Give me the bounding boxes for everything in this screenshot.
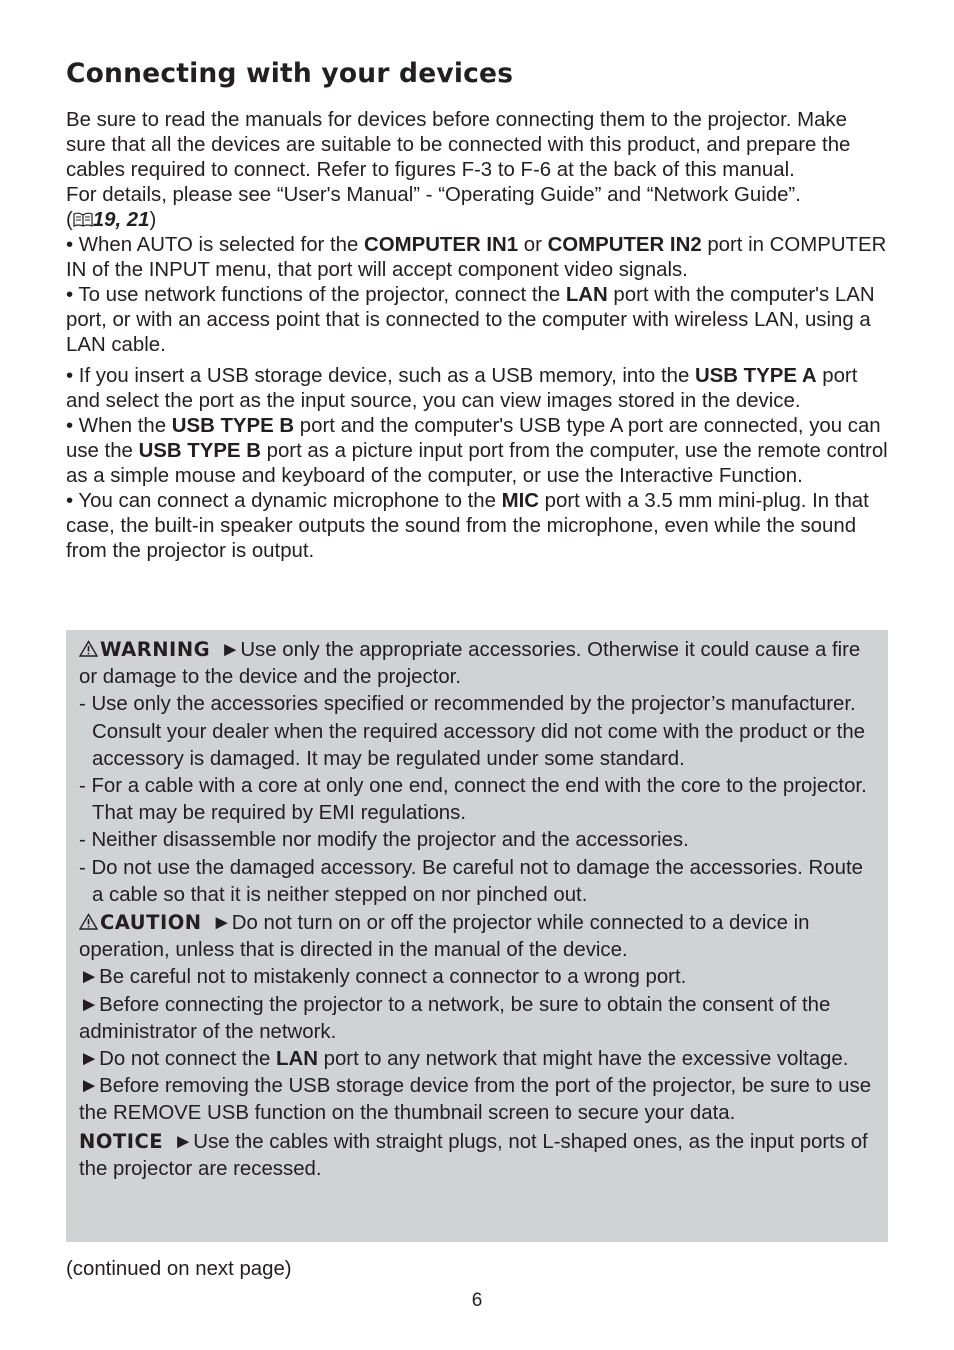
safety-box	[66, 630, 888, 1242]
notice-paragraph: NOTICE ►Use the cables with straight plugs, not L-shaped ones, as the input ports of the projector are recessed.	[79, 1129, 868, 1180]
warning-label: WARNING	[100, 638, 211, 661]
continued-note: (continued on next page)	[66, 1258, 292, 1280]
bullet-computer-in: • When AUTO is selected for the COMPUTER IN1 or COMPUTER IN2 port in COMPUTER IN of the INPUT menu, that port will accept component video signals.	[66, 234, 887, 281]
page-title: Connecting with your devices	[66, 58, 514, 89]
caution-item: ►Before connecting the projector to a network, be sure to obtain the consent of the administrator of the network.	[79, 993, 831, 1043]
intro-section	[66, 108, 890, 564]
page-number: 6	[471, 1290, 483, 1311]
bullet-usb-type-a: • If you insert a USB storage device, such as a USB memory, into the USB TYPE A port and select the port as the input source, you can view images stored in the device.	[66, 365, 858, 412]
caution-item-usb: ►Before removing the USB storage device from the port of the projector, be sure to use the REMOVE USB function on the thumbnail screen to secure your data.	[79, 1075, 872, 1125]
bullet-mic: • You can connect a dynamic microphone to the MIC port with a 3.5 mm mini-plug. In that case, the built-in speaker outputs the sound from the microphone, even while the sound from the projector is output.	[66, 490, 869, 562]
bullet-usb-type-b: • When the USB TYPE B port and the computer's USB type A port are connected, you can use the USB TYPE B port as a picture input port from the computer, use the remote control as a simple mouse and keyboard of the computer, or use the Interactive Function.	[66, 415, 888, 487]
intro-paragraph-1: Be sure to read the manuals for devices before connecting them to the projector. Make sure that all the devices are suitable to be connected with this product, and prepare the cables required to connect. Refer to figures F-3 to F-6 at the back of this manual.	[66, 109, 851, 181]
warning-item: - For a cable with a core at only one end, connect the end with the core to the projector. That may be required by EMI regulations.	[79, 775, 867, 825]
book-icon	[73, 212, 93, 227]
page-reference: ( 19, 21)	[66, 209, 157, 231]
caution-label: CAUTION	[100, 911, 202, 935]
caution-paragraph: CAUTION ►Do not turn on or off the projector while connected to a device in operation, unless that is directed in the manual of the device.	[79, 911, 810, 962]
warning-triangle-icon	[79, 913, 98, 930]
warning-item: - Use only the accessories specified or recommended by the projector’s manufacturer. Consult your dealer when the required accessory did not come with the product or the accessory is damaged. It may be regulated under some standard.	[79, 693, 866, 770]
warning-paragraph: WARNING ►Use only the appropriate accessories. Otherwise it could cause a fire or damage to the device and the projector.	[79, 638, 861, 689]
caution-item: ►Be careful not to mistakenly connect a connector to a wrong port.	[79, 966, 687, 989]
notice-label: NOTICE	[79, 1129, 164, 1153]
bullet-lan: • To use network functions of the projector, connect the LAN port with the computer's LAN port, or with an access point that is connected to the computer with wireless LAN, using a LAN cable.	[66, 284, 875, 356]
intro-paragraph-2: For details, please see “User's Manual” - “Operating Guide” and “Network Guide”. ( 19, 21)	[66, 184, 801, 231]
reference-pages: 19, 21	[92, 209, 150, 231]
caution-item-lan: ►Do not connect the LAN port to any network that might have the excessive voltage.	[79, 1048, 849, 1071]
safety-content	[79, 636, 879, 1183]
warning-triangle-icon	[79, 640, 98, 657]
warning-item: - Neither disassemble nor modify the projector and the accessories.	[79, 829, 689, 852]
warning-item: - Do not use the damaged accessory. Be careful not to damage the accessories. Route a cable so that it is neither stepped on nor pinched out.	[79, 856, 863, 906]
